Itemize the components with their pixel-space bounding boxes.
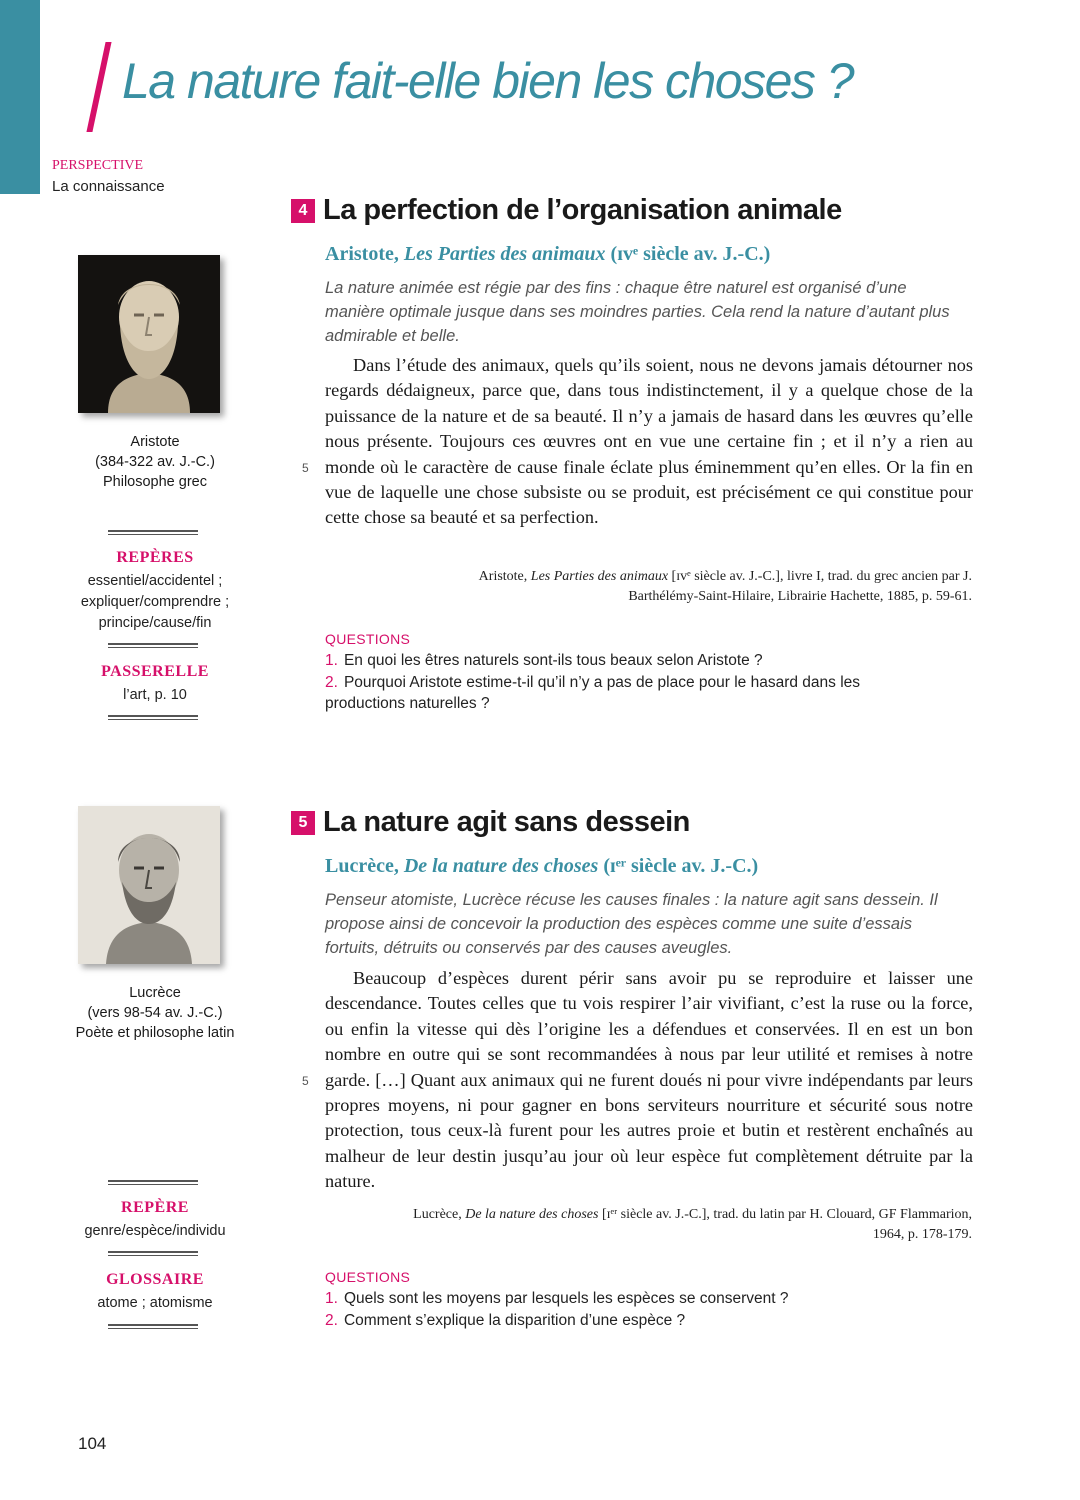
source-author: Lucrèce,	[325, 855, 404, 877]
glossaire-label: GLOSSAIRE	[106, 1271, 204, 1288]
section-5-title: La nature agit sans dessein	[323, 806, 690, 838]
question-number: 2.	[325, 1311, 338, 1329]
caption-role: Poète et philosophe latin	[75, 1025, 235, 1041]
citation-author: Aristote,	[478, 569, 531, 584]
section-4-heading	[291, 194, 842, 227]
source-work: De la nature des choses	[403, 855, 599, 877]
source-date: (ɪᵉʳ siècle av. J.-C.)	[598, 855, 759, 877]
caption-role: Philosophe grec	[103, 474, 207, 490]
section-4-text: Dans l’étude des animaux, quels qu’ils soient, nous ne devons jamais détourner nos regards dédaigneux, parce que, dans tous indistinctement, il y a quelque chose de la puissance de la nature et de sa beauté. Il n’y a jamais de hasard dans les œuvres qu’elle nous présente. Toujours ces œuvres ont en vue une certaine fin ; et il n’y a rien au monde où le caractère de cause finale éclate plus éminemment qu’en elles. Or la fin en vue de laquelle une chose subsiste ou se produit, est précisément ce qui constitue pour cette chose sa beauté et sa perfection.	[325, 355, 973, 528]
section-4-questions-label: QUESTIONS	[325, 631, 411, 647]
section-5-questions	[325, 1288, 905, 1331]
section-4-title: La perfection de l’organisation animale	[323, 194, 842, 226]
question-number: 1.	[325, 652, 338, 669]
title-slash-mark	[86, 42, 111, 132]
line-number-marker: 5	[302, 461, 309, 475]
caption-dates: (vers 98-54 av. J.-C.)	[87, 1005, 223, 1021]
section-4-citation	[412, 567, 972, 607]
citation-author: Lucrèce,	[413, 1207, 466, 1222]
reperes-list	[60, 571, 250, 634]
question-number: 2.	[325, 673, 338, 691]
caption-dates: (384-322 av. J.-C.)	[95, 454, 215, 470]
divider-rule	[108, 530, 198, 535]
reperes-label: REPÈRES	[116, 549, 194, 566]
question-text: Pourquoi Aristote estime-t-il qu’il n’y a pas de place pour le hasard dans les productions naturelles ?	[325, 673, 861, 712]
citation-details: [ɪᵉʳ siècle av. J.-C.], trad. du latin par H. Clouard, GF Flammarion, 1964, p. 178-179.	[598, 1207, 972, 1242]
question-text: Comment s’explique la disparition d’une espèce ?	[343, 1311, 686, 1329]
repere-label: REPÈRE	[121, 1199, 189, 1216]
section-5-source	[325, 855, 758, 878]
reperes-item: principe/cause/fin	[98, 615, 212, 631]
question-text: En quoi les êtres naturels sont-ils tous beaux selon Aristote ?	[343, 652, 763, 669]
section-4-number: 4	[291, 199, 315, 223]
lucretius-portrait	[78, 806, 220, 964]
glossaire-text: atome ; atomisme	[97, 1295, 213, 1311]
question-item	[325, 650, 905, 672]
divider-rule	[108, 1324, 198, 1329]
question-text: Quels sont les moyens par lesquels les espèces se conservent ?	[343, 1290, 789, 1307]
divider-rule	[108, 1251, 198, 1256]
source-date: (ɪᴠᵉ siècle av. J.-C.)	[605, 243, 771, 265]
divider-rule	[108, 1180, 198, 1185]
section-5-questions-label: QUESTIONS	[325, 1269, 411, 1285]
aristotle-portrait	[78, 255, 220, 413]
question-number: 1.	[325, 1290, 338, 1307]
lucretius-caption	[60, 983, 250, 1043]
section-4-source	[325, 243, 770, 266]
page-title: La nature fait-elle bien les choses ?	[122, 53, 854, 109]
divider-rule	[108, 643, 198, 648]
aristotle-bust-icon	[78, 255, 220, 413]
page-number: 104	[78, 1434, 107, 1453]
section-5-citation	[412, 1205, 972, 1245]
question-item	[325, 1310, 905, 1332]
citation-details: [ɪᴠᵉ siècle av. J.-C.], livre I, trad. du grec ancien par J. Barthélémy-Saint-Hilaire, Librairie Hachette, 1885, p. 59-61.	[628, 569, 972, 604]
passerelle-link[interactable]: l’art, p. 10	[123, 687, 187, 703]
teal-corner-bar	[0, 0, 40, 194]
reperes-item: essentiel/accidentel ;	[87, 573, 223, 589]
reperes-item: expliquer/comprendre ;	[80, 594, 230, 610]
section-5-text: Beaucoup d’espèces durent périr sans avoir pu se reproduire et laisser une descendance. Toutes celles que tu vois respirer l’air vivifiant, c’est la ruse ou la force, ou enfin la vitesse qui dès l’origine les a défendues et conservées. Il en est un bon nombre en outre qui se sont recommandées à nous par leur utilité et remises à notre garde. […] Quant aux animaux qui ne furent doués ni pour vivre indépendants par leurs propres moyens, ni pour gagner en bons serviteurs nourriture et sécurité sous notre protection, tous ceux-là furent pour les autres proie et butin et restèrent enchaînés au malheur de leur destin jusqu’au jour où leur espèce fut complètement détruite par la nature.	[325, 968, 973, 1192]
question-item	[325, 672, 905, 715]
aristotle-caption	[60, 432, 250, 492]
source-work: Les Parties des animaux	[403, 243, 606, 265]
perspective-label: PERSPECTIVE	[52, 158, 144, 173]
citation-work: De la nature des choses	[465, 1207, 599, 1222]
perspective-value: La connaissance	[52, 178, 165, 195]
line-number-marker: 5	[302, 1074, 309, 1088]
lucretius-bust-icon	[78, 806, 220, 964]
section-5-number: 5	[291, 811, 315, 835]
divider-rule	[108, 715, 198, 720]
passerelle-label: PASSERELLE	[101, 663, 209, 680]
caption-name: Lucrèce	[129, 985, 181, 1001]
section-4-intro: La nature animée est régie par des fins : chaque être naturel est organisé d’une manière optimale jusque dans ses moindres parties. Cela rend la nature d’autant plus admirable et belle.	[325, 279, 950, 345]
repere-text: genre/espèce/individu	[84, 1223, 226, 1239]
caption-name: Aristote	[130, 434, 180, 450]
source-author: Aristote,	[325, 243, 404, 265]
section-5-heading	[291, 806, 690, 839]
citation-work: Les Parties des animaux	[530, 569, 669, 584]
section-4-questions	[325, 650, 905, 715]
question-item	[325, 1288, 905, 1310]
section-5-intro: Penseur atomiste, Lucrèce récuse les causes finales : la nature agit sans dessein. Il propose ainsi de concevoir la production des espèces comme une suite d’essais fortuits, détruits ou conservés par des causes aveugles.	[325, 891, 938, 957]
